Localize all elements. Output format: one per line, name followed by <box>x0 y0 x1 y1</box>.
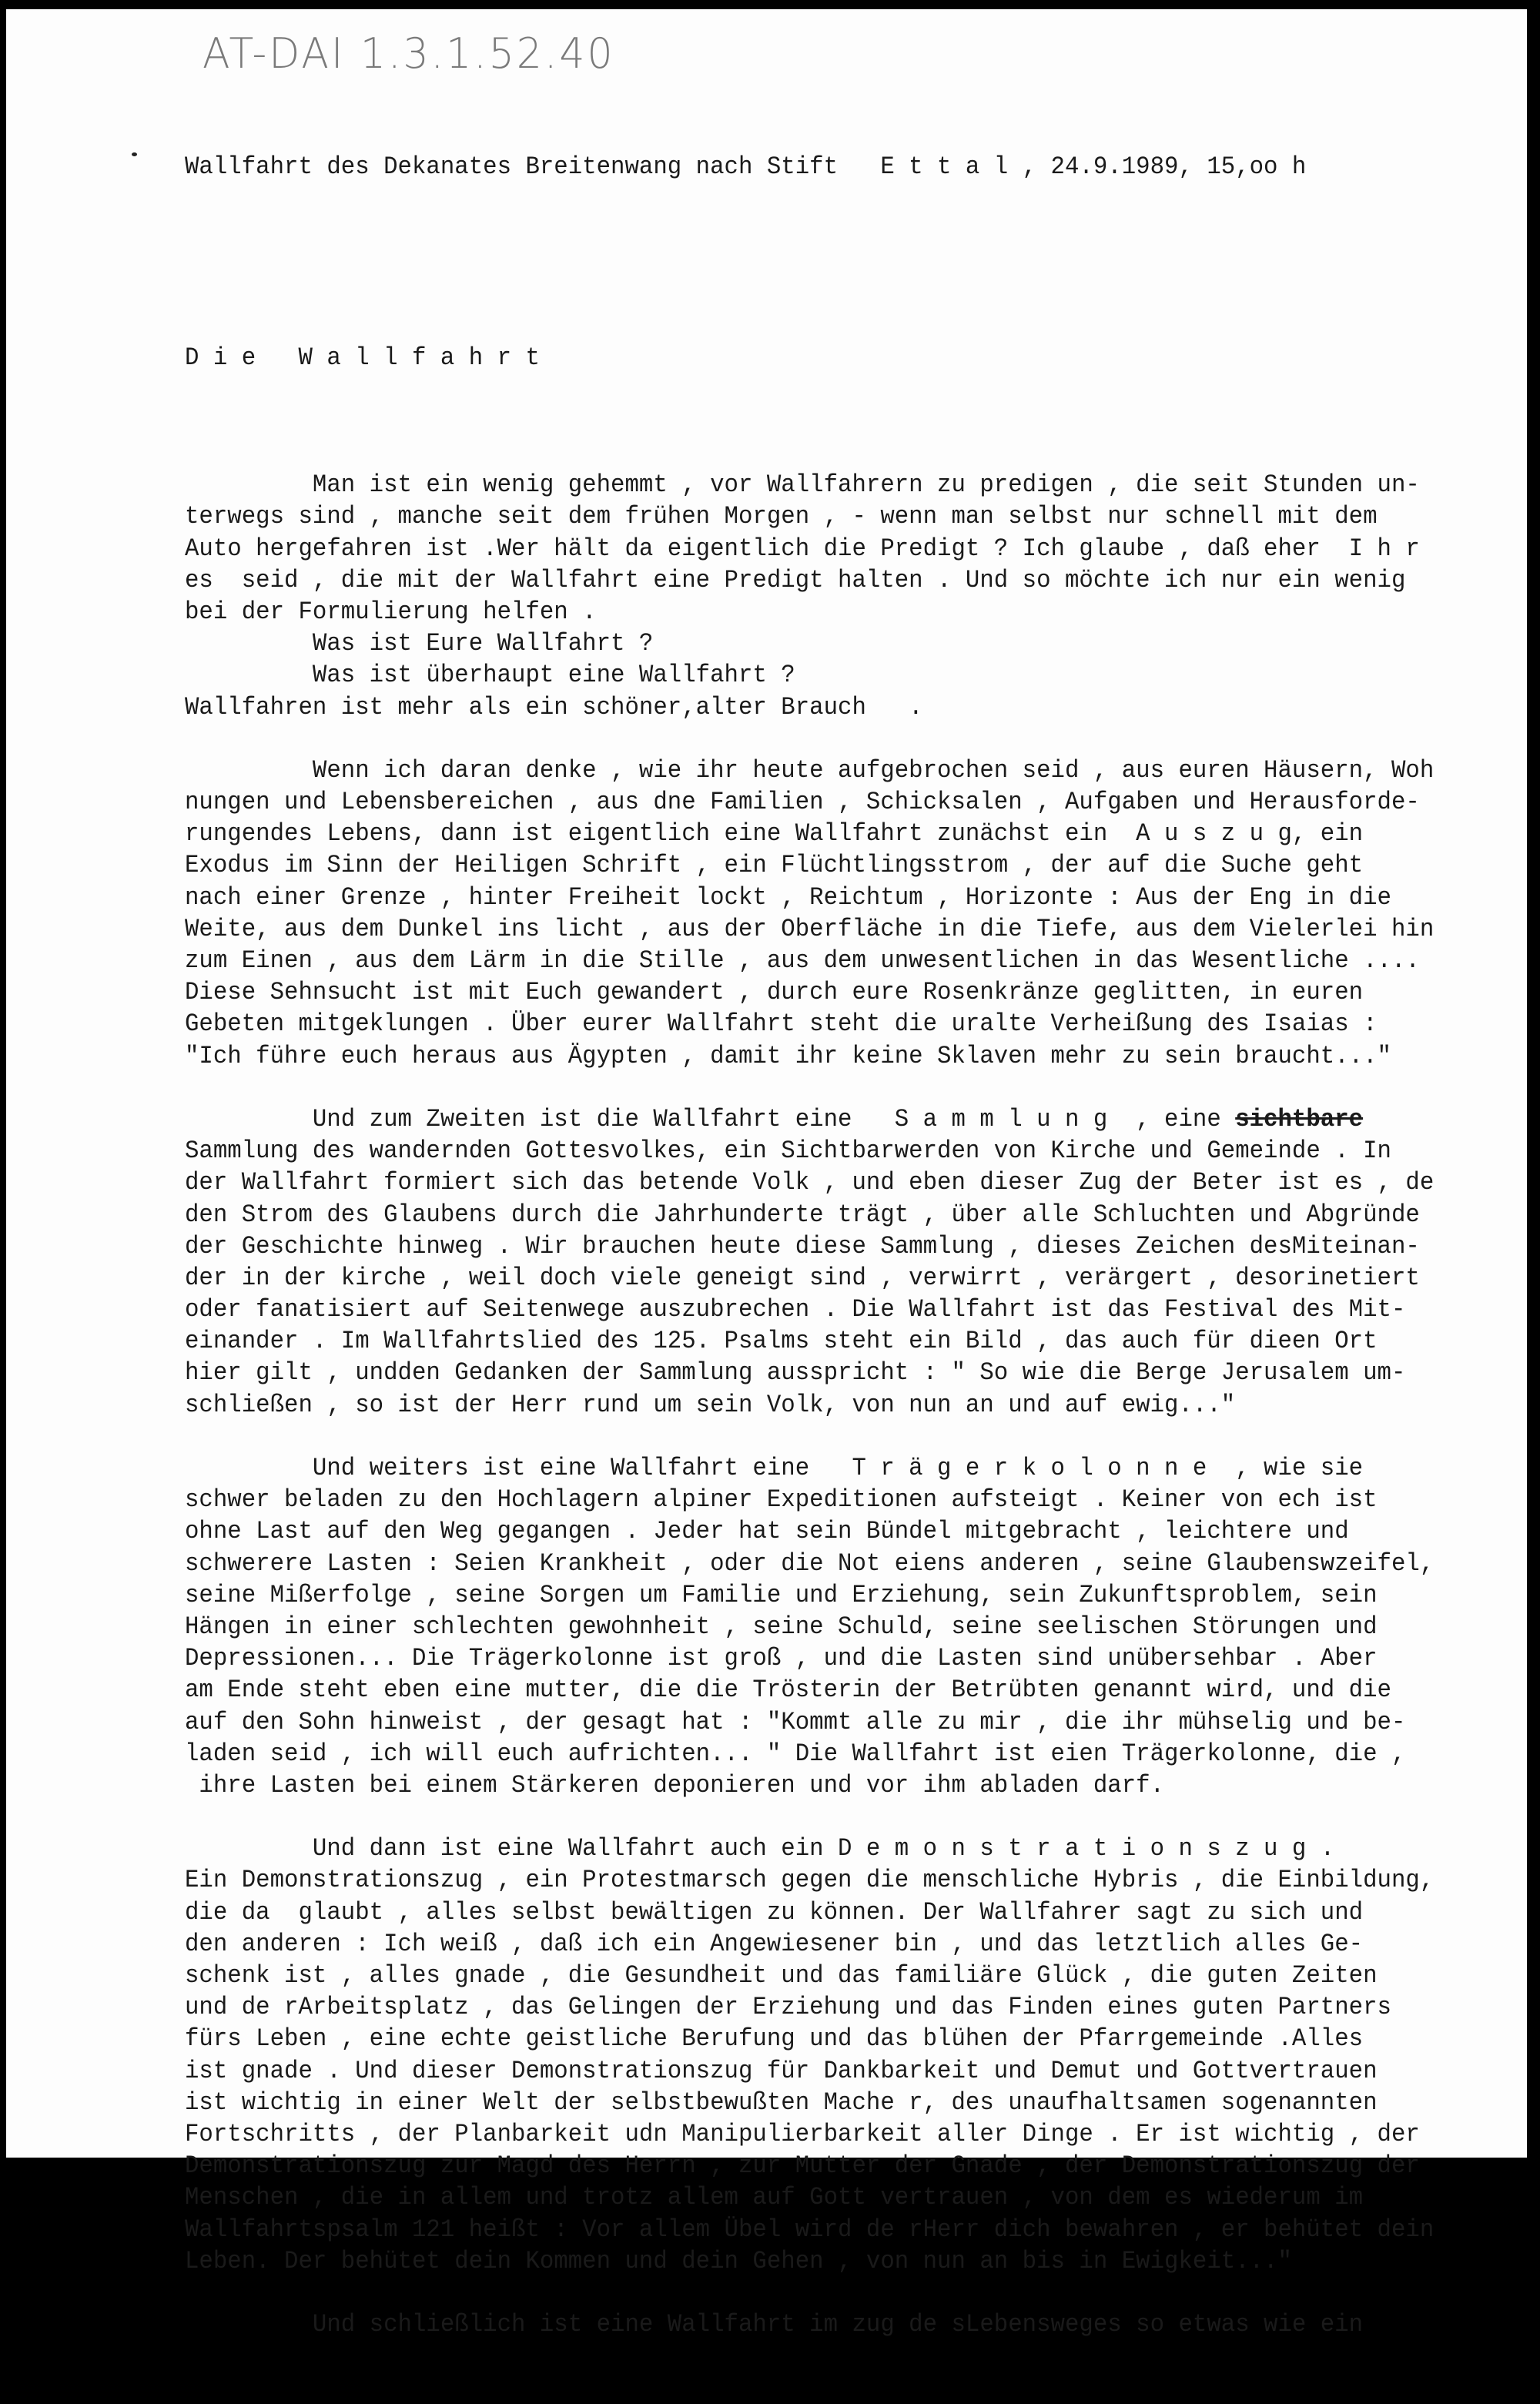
text-line: ihre Lasten bei einem Stärkeren deponieren und vor ihm abladen darf. <box>185 1770 1165 1800</box>
text-line <box>185 723 1434 755</box>
text-line: der in der kirche , weil doch viele geneigt sind , verwirrt , verärgert , desorinetiert <box>185 1263 1420 1292</box>
text-line: nungen und Lebensbereichen , aus dne Familien , Schicksalen , Aufgaben und Herausforde- <box>185 788 1420 817</box>
text-line: Sammlung des wandernden Gottesvolkes, ein Sichtbarwerden von Kirche und Gemeinde . In <box>185 1137 1391 1166</box>
text-line: einander . Im Wallfahrtslied des 125. Psalms steht ein Bild , das auch für dieen Ort <box>185 1327 1378 1356</box>
text-line: seine Mißerfolge , seine Sorgen um Familie und Erziehung, sein Zukunftsproblem, sein <box>185 1580 1378 1609</box>
text-line: schwer beladen zu den Hochlagern alpiner Expeditionen aufsteigt . Keiner von ech ist <box>185 1485 1378 1515</box>
text-line: Fortschritts , der Planbarkeit udn Manipulierbarkeit aller Dinge . Er ist wichtig , der <box>185 2119 1420 2148</box>
body-text <box>185 469 1434 2340</box>
text-line: schließen , so ist der Herr rund um sein Volk, von nun an und auf ewig..." <box>185 1390 1236 1419</box>
typed-text <box>185 88 1434 2404</box>
text-line: schwerere Lasten : Seien Krankheit , oder die Not eiens anderen , seine Glaubenswzeifel, <box>185 1549 1435 1578</box>
text-line: Menschen , die in allem und trotz allem auf Gott vertrauen , von dem es wiederum im <box>185 2183 1364 2212</box>
text-line: laden seid , ich will euch aufrichten... " Die Wallfahrt ist eien Trägerkolonne, die , <box>185 1739 1406 1768</box>
text-line: Gebeten mitgeklungen . Über eurer Wallfahrt steht die uralte Verheißung des Isaias : <box>185 1009 1378 1039</box>
text-line: die da glaubt , alles selbst bewältigen zu können. Der Wallfahrer sagt zu sich und <box>185 1897 1364 1927</box>
text-line: Wenn ich daran denke , wie ihr heute aufgebrochen seid , aus euren Häusern, Woh <box>185 755 1435 785</box>
text-line <box>185 2277 1434 2309</box>
text-line: "Ich führe euch heraus aus Ägypten , damit ihr keine Sklaven mehr zu sein braucht..." <box>185 1041 1391 1070</box>
text-line: Leben. Der behütet dein Kommen und dein Gehen , von nun an bis in Ewigkeit..." <box>185 2246 1292 2275</box>
text-line: Was ist überhaupt eine Wallfahrt ? <box>185 661 795 690</box>
struck-word: sichtbare <box>1235 1104 1364 1133</box>
text-line: Exodus im Sinn der Heiligen Schrift , ein Flüchtlingsstrom , der auf die Suche geht <box>185 851 1364 880</box>
document-page <box>6 9 1527 2339</box>
text-line: oder fanatisiert auf Seitenwege auszubrechen . Die Wallfahrt ist das Festival des Mit- <box>185 1295 1406 1324</box>
text-line <box>185 1072 1434 1103</box>
text-line: terwegs sind , manche seit dem frühen Morgen , - wenn man selbst nur schnell mit dem <box>185 502 1378 531</box>
text-line: Was ist Eure Wallfahrt ? <box>185 629 654 658</box>
text-line: schenk ist , alles gnade , die Gesundheit und das familiäre Glück , die guten Zeiten <box>185 1961 1378 1990</box>
scan-mark <box>132 152 137 156</box>
text-line: Und weiters ist eine Wallfahrt eine T r ä g e r k o l o n n e , wie sie <box>185 1454 1364 1482</box>
archive-signature-handwritten: AT-DAI 1.3.1.52.40 <box>203 29 615 79</box>
text-line: nach einer Grenze , hinter Freiheit lockt , Reichtum , Horizonte : Aus der Eng in die <box>185 882 1391 912</box>
text-line: Depressionen... Die Trägerkolonne ist groß , und die Lasten sind unübersehbar . Aber <box>185 1644 1378 1673</box>
text-line: zum Einen , aus dem Lärm in die Stille , aus dem unwesentlichen in das Wesentliche .... <box>185 946 1420 975</box>
text-line: hier gilt , undden Gedanken der Sammlung ausspricht : " So wie die Berge Jerusalem um- <box>185 1358 1406 1388</box>
text-line: der Geschichte hinweg . Wir brauchen heute diese Sammlung , dieses Zeichen desMiteinan- <box>185 1231 1420 1261</box>
text-line: Und schließlich ist eine Wallfahrt im zug de sLebensweges so etwas wie ein <box>185 2310 1364 2339</box>
text-line: Hängen in einer schlechten gewohnheit , seine Schuld, seine seelischen Störungen und <box>185 1612 1378 1641</box>
text-line: ist gnade . Und dieser Demonstrationszug für Dankbarkeit und Demut und Gottvertrauen <box>185 2056 1378 2085</box>
text-line: Diese Sehnsucht ist mit Euch gewandert , durch eure Rosenkränze geglitten, in euren <box>185 978 1364 1007</box>
text-line: Wallfahrtspsalm 121 heißt : Vor allem Übel wird de rHerr dich bewahren , er behütet dein <box>185 2215 1435 2244</box>
text-line: am Ende steht eben eine mutter, die die Trösterin der Betrübten genannt wird, und die <box>185 1676 1391 1705</box>
text-line: den anderen : Ich weiß , daß ich ein Angewiesener bin , und das letztlich alles Ge- <box>185 1929 1364 1958</box>
text-line: es seid , die mit der Wallfahrt eine Predigt halten . Und so möchte ich nur ein wenig <box>185 565 1406 594</box>
text-line <box>185 1801 1434 1833</box>
text-line: Und zum Zweiten ist die Wallfahrt eine S a m m l u n g , eine sichtbare <box>185 1104 1364 1133</box>
text-line: und de rArbeitsplatz , das Gelingen der Erziehung und das Finden eines guten Partners <box>185 1993 1391 2022</box>
text-line: fürs Leben , eine echte geistliche Berufung und das blühen der Pfarrgemeinde .Alles <box>185 2024 1364 2054</box>
text-line <box>185 1421 1434 1452</box>
text-line: ist wichtig in einer Welt der selbstbewußten Mache r, des unaufhaltsamen sogenannten <box>185 2088 1378 2117</box>
text-line: auf den Sohn hinweist , der gesagt hat : "Kommt alle zu mir , die ihr mühselig und be- <box>185 1707 1406 1736</box>
text-line: den Strom des Glaubens durch die Jahrhunderte trägt , über alle Schluchten und Abgründe <box>185 1200 1420 1229</box>
text-line: Weite, aus dem Dunkel ins licht , aus der Oberfläche in die Tiefe, aus dem Vielerlei hin <box>185 914 1435 943</box>
text-line: der Wallfahrt formiert sich das betende Volk , und eben dieser Zug der Beter ist es , de <box>185 1168 1435 1197</box>
text-line: Auto hergefahren ist .Wer hält da eigentlich die Predigt ? Ich glaube , daß eher I h r <box>185 534 1420 563</box>
text-line: Ein Demonstrationszug , ein Protestmarsch gegen die menschliche Hybris , die Einbildung, <box>185 1866 1435 1895</box>
text-line: ohne Last auf den Weg gegangen . Jeder hat sein Bündel mitgebracht , leichtere und <box>185 1517 1349 1546</box>
text-line: Wallfahren ist mehr als ein schöner,alter Brauch . <box>185 692 923 722</box>
text-line: Demonstrationszug zur Magd des Herrn , zur Mutter der Gnade , der Demonstrationszug der <box>185 2151 1420 2181</box>
text-line: rungendes Lebens, dann ist eigentlich eine Wallfahrt zunächst ein A u s z u g, ein <box>185 819 1364 849</box>
document-title: D i e W a l l f a h r t <box>185 343 540 372</box>
text-line: Man ist ein wenig gehemmt , vor Wallfahrern zu predigen , die seit Stunden un- <box>185 470 1420 500</box>
header-line: Wallfahrt des Dekanates Breitenwang nach Stift E t t a l , 24.9.1989, 15,oo h <box>185 152 1307 182</box>
text-line: Und dann ist eine Wallfahrt auch ein D e m o n s t r a t i o n s z u g . <box>185 1834 1335 1863</box>
text-line: bei der Formulierung helfen . <box>185 597 597 626</box>
